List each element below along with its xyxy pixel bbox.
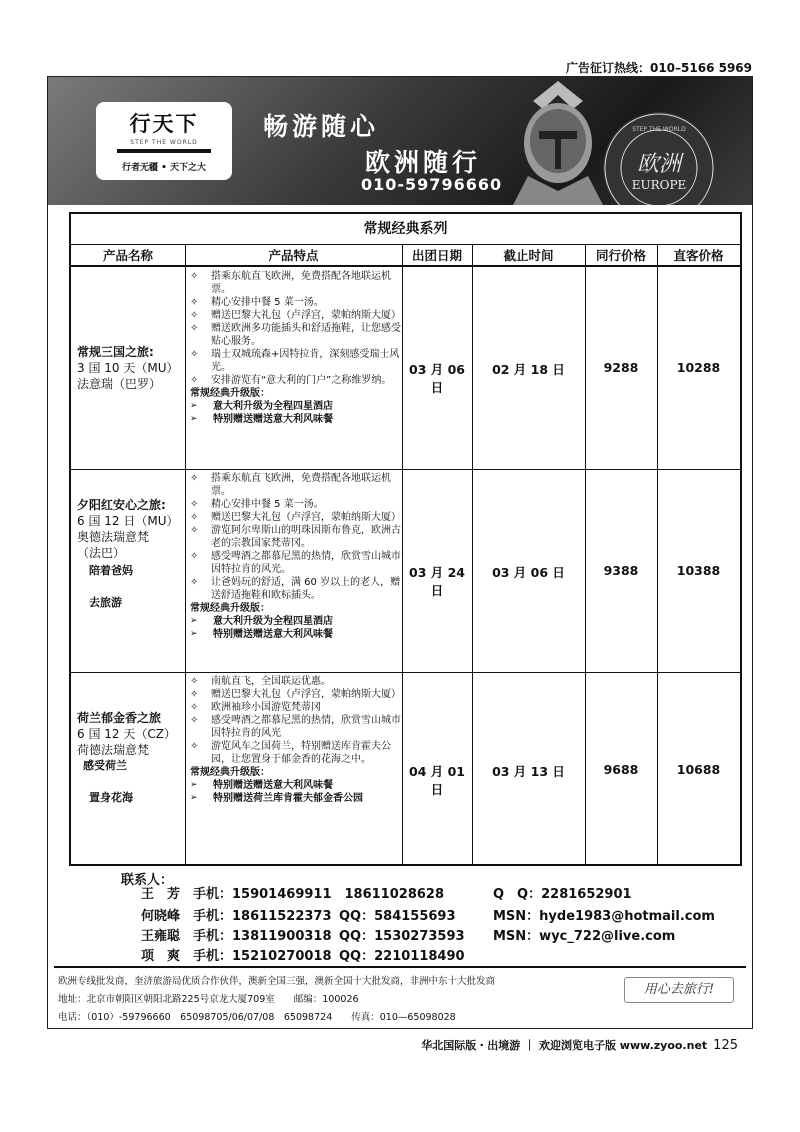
feature-item: ✧ 瑞士双城琉森+因特拉肯，深刻感受瑞士风光。 — [188, 348, 401, 374]
header-cell: 产品特点 — [268, 248, 319, 263]
contact-mobile: 手机：15210270018 — [193, 949, 332, 964]
product-name: 常规三国之旅: — [77, 345, 154, 359]
contacts-heading: 联系人： — [121, 873, 174, 888]
contact-name: 项 爽 — [141, 949, 181, 964]
feature-item: ✧ 搭乘东航直飞欧洲，免费搭配各地联运机票。 — [188, 472, 401, 498]
trade-price: 9288 — [603, 360, 639, 375]
product-table — [69, 212, 742, 866]
trade-price: 9388 — [603, 563, 639, 578]
depart-date: 03 月 06 日 — [409, 362, 465, 395]
product-detail: 6 国 12 日（MU） — [77, 514, 179, 528]
upgrade-item: ➢ 特别赠送赠送意大利风味餐 — [188, 628, 401, 641]
deadline: 03 月 13 日 — [492, 764, 565, 779]
contact-name: 王 芳 — [141, 887, 181, 902]
feature-item: ✧ 游览风车之国荷兰，特别赠送库肯霍夫公园，让您置身于郁金香的花海之中。 — [188, 740, 401, 766]
product-name-cell — [77, 497, 185, 611]
upgrade-item: ➢ 意大利升级为全程四星酒店 — [188, 615, 401, 628]
footer-intro: 欧洲专线批发商，奎济旅游局优质合作伙伴，澳新全国三强，澳新全国十大批发商，非洲中东十大批发商 — [58, 976, 496, 987]
product-detail: 法意瑞（巴罗） — [77, 377, 162, 391]
retail-price: 10688 — [676, 762, 721, 777]
table-title: 常规经典系列 — [71, 214, 740, 245]
logo-name: 行天下 — [129, 111, 199, 136]
product-tag: 陪着爸妈 — [89, 564, 133, 577]
feature-cell — [188, 675, 401, 805]
feature-item: ✧ 赠送巴黎大礼包（卢浮宫，蒙帕纳斯大厦） — [188, 511, 401, 524]
product-tag: 去旅游 — [89, 596, 122, 609]
depart-date: 03 月 24 日 — [409, 565, 465, 598]
upgrade-item: ➢ 特别赠送赠送意大利风味餐 — [188, 413, 401, 426]
logo — [96, 102, 232, 180]
product-detail: （法巴） — [77, 546, 126, 560]
header-cell: 直客价格 — [673, 248, 724, 263]
contact-row — [69, 905, 742, 925]
feature-cell — [188, 472, 401, 641]
contact-name: 何晓峰 — [141, 909, 181, 924]
agency-footer — [54, 966, 746, 1023]
ad-hotline: 广告征订热线：010–5166 5969 — [565, 61, 752, 75]
contact-im: MSN：hyde1983@hotmail.com — [493, 909, 715, 924]
contact-qq: QQ：1530273593 — [339, 929, 465, 944]
contact-row — [69, 883, 742, 903]
contact-im: MSN：wyc_722@live.com — [493, 929, 676, 944]
header-cell: 产品名称 — [102, 248, 153, 263]
feature-item: ✧ 赠送欧洲多功能插头和舒适拖鞋，让您感受贴心服务。 — [188, 322, 401, 348]
header-cell: 同行价格 — [595, 248, 646, 263]
deadline: 02 月 18 日 — [492, 362, 565, 377]
product-name-cell — [77, 344, 185, 392]
product-name: 荷兰郁金香之旅 — [77, 711, 162, 725]
seal-sub: EUROPE — [631, 178, 687, 192]
contact-im: Q Q：2281652901 — [493, 887, 632, 902]
deadline: 03 月 06 日 — [492, 565, 565, 580]
feature-item: ✧ 安排游览有“意大利的门户”之称维罗纳。 — [188, 374, 401, 387]
product-detail: 6 国 12 天（CZ） — [77, 727, 176, 741]
footer-address: 地址：北京市朝阳区朝阳北路225号京龙大厦709室 邮编：100026 — [58, 994, 359, 1005]
retail-price: 10288 — [676, 360, 721, 375]
contact-row — [69, 925, 742, 945]
feature-item: ✧ 感受啤酒之都慕尼黑的热情，欣赏雪山城市因特拉肯的风光。 — [188, 550, 401, 576]
feature-item: ✧ 欧洲袖珍小国游览梵蒂冈 — [188, 701, 401, 714]
feature-item: ✧ 南航直飞，全国联运优惠。 — [188, 675, 401, 688]
banner-phone: 010-59796660 — [361, 175, 503, 194]
table-row — [71, 674, 740, 864]
feature-item: ✧ 让爸妈玩的舒适，满 60 岁以上的老人，赠送舒适拖鞋和欧标插头。 — [188, 576, 401, 602]
page-footer — [421, 1037, 738, 1053]
seal-title: 欧洲 — [636, 152, 682, 177]
product-name-cell — [77, 710, 185, 806]
product-detail: 荷德法瑞意梵 — [77, 743, 150, 757]
feature-item: ✧ 精心安排中餐 5 菜一汤。 — [188, 296, 401, 309]
upgrade-item: ➢ 意大利升级为全程四星酒店 — [188, 400, 401, 413]
contact-mobile: 手机：13811900318 — [193, 929, 332, 944]
banner-slogan-1: 畅游随心 — [263, 112, 380, 141]
contact-mobile: 手机：18611522373 — [193, 909, 332, 924]
table-row — [71, 471, 740, 673]
knight-helmet-icon — [503, 81, 613, 205]
depart-date: 04 月 01 日 — [409, 764, 465, 797]
contact-qq: QQ：2210118490 — [339, 949, 465, 964]
page-number: 125 — [713, 1038, 738, 1053]
product-tag: 置身花海 — [89, 791, 133, 804]
upgrade-title: 常规经典升级版： — [190, 767, 270, 778]
table-header — [71, 245, 740, 267]
product-detail: 3 国 10 天（MU） — [77, 361, 179, 375]
feature-item: ✧ 感受啤酒之都慕尼黑的热情，欣赏雪山城市因特拉肯的风光 — [188, 714, 401, 740]
contact-name: 王雍聪 — [141, 929, 181, 944]
product-name: 夕阳红安心之旅: — [77, 498, 166, 512]
upgrade-title: 常规经典升级版： — [190, 603, 270, 614]
product-detail: 奥德法瑞意梵 — [77, 530, 150, 544]
product-tag: 感受荷兰 — [83, 759, 127, 772]
slogan-signature: 用心去旅行! — [624, 977, 734, 1003]
feature-item: ✧ 搭乘东航直飞欧洲，免费搭配各地联运机票。 — [188, 270, 401, 296]
feature-item: ✧ 精心安排中餐 5 菜一汤。 — [188, 498, 401, 511]
trade-price: 9688 — [603, 762, 639, 777]
ad-frame — [47, 76, 753, 1029]
feature-cell — [188, 270, 401, 426]
banner — [48, 77, 752, 205]
upgrade-title: 常规经典升级版： — [190, 388, 270, 399]
upgrade-item: ➢ 特别赠送赠送意大利风味餐 — [188, 779, 401, 792]
contacts — [69, 869, 742, 965]
contact-qq: QQ：584155693 — [339, 909, 456, 924]
page-footer-text: 华北国际版・出境游 ｜ 欢迎浏览电子版 www.zyoo.net — [421, 1039, 708, 1052]
header-cell: 截止时间 — [503, 248, 554, 263]
feature-item: ✧ 赠送巴黎大礼包（卢浮宫，蒙帕纳斯大厦） — [188, 688, 401, 701]
logo-slogan: 行者无疆 • 天下之大 — [121, 163, 207, 173]
banner-slogan-2: 欧洲随行 — [365, 148, 482, 177]
table-row — [71, 268, 740, 470]
logo-bar — [117, 149, 211, 153]
feature-item: ✧ 游览阿尔卑斯山的明珠因斯布鲁克，欧洲古老的宗教国家梵蒂冈。 — [188, 524, 401, 550]
contact-mobile: 手机：15901469911 18611028628 — [193, 887, 444, 902]
footer-phone: 电话：（010）-59796660 65098705/06/07/08 65098724 传真：010—65098028 — [58, 1012, 456, 1023]
upgrade-item: ➢ 特别赠送荷兰库肯霍夫郁金香公园 — [188, 792, 401, 805]
retail-price: 10388 — [676, 563, 721, 578]
header-cell: 出团日期 — [411, 248, 462, 263]
contact-row — [69, 945, 742, 965]
logo-sub: STEP THE WORLD — [130, 139, 198, 146]
europe-seal-icon — [600, 109, 718, 205]
feature-item: ✧ 赠送巴黎大礼包（卢浮宫，蒙帕纳斯大厦） — [188, 309, 401, 322]
seal-ring: STEP THE WORLD — [632, 126, 686, 133]
